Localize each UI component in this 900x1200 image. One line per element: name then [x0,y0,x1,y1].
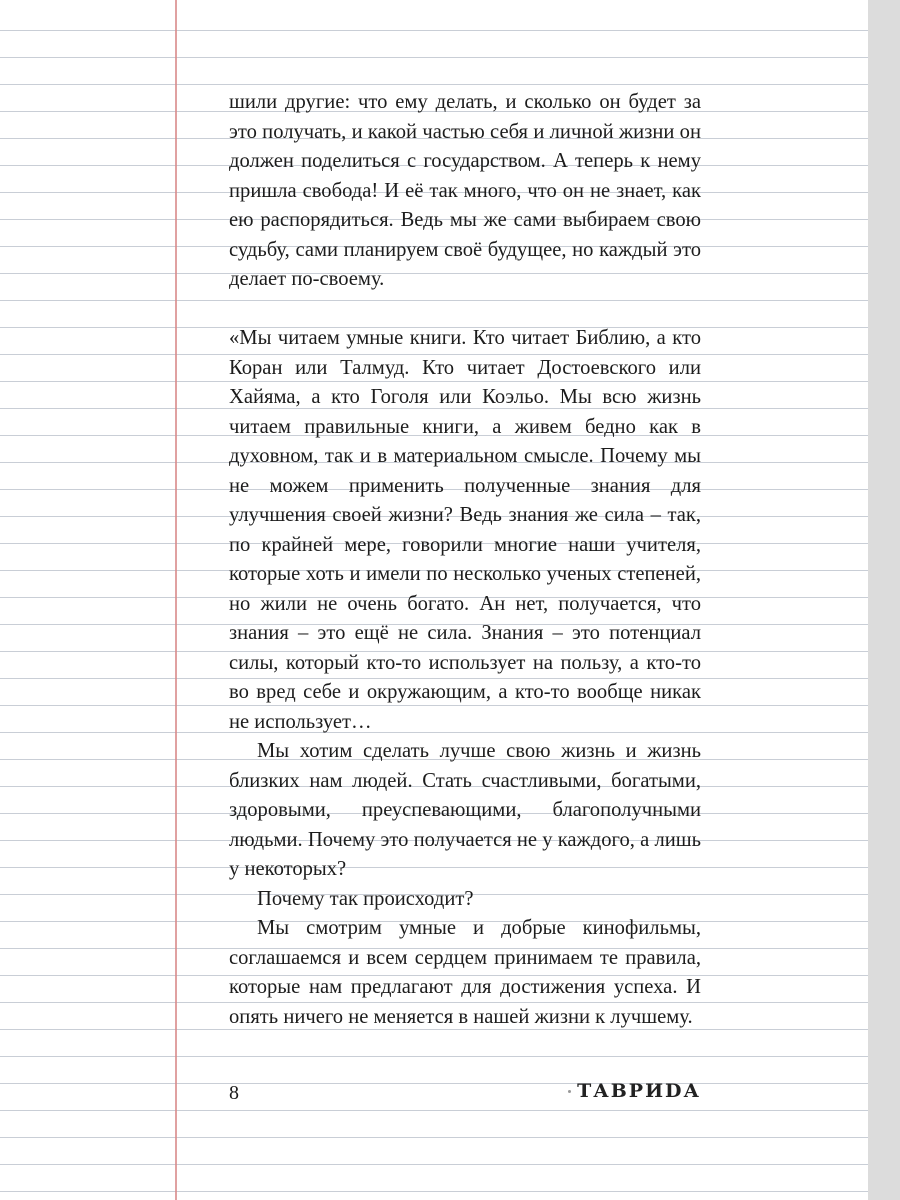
margin-line [175,0,177,1200]
page-edge [868,0,900,1200]
paragraph-1: шили другие: что ему делать, и сколько он будет за это получать, и какой частью себя и личной жизни он должен поделиться с государством. А теперь к нему пришла свобода! И её так много, что он не знает, как ею распорядиться. Ведь мы же сами выбираем свою судьбу, сами планируем своё будущее, но каждый это делает по-своему. [229,91,701,290]
publisher-logo: ТАВРИDА [577,1080,701,1102]
paragraph-2: «Мы читаем умные книги. Кто читает Библию, а кто Коран или Талмуд. Кто читает Достоевского или Хайяма, а кто Гоголя или Коэльо. Мы всю жизнь читаем правильные книги, а живем бедно как в духовном, так и в материальном смысле. Почему мы не можем применить полученные знания для улучшения своей жизни? Ведь знания же сила – так, по крайней мере, говорили многие наши учителя, которые хоть и имели по несколько ученых степеней, но жили не очень богато. Ан нет, получается, что знания – это ещё не сила. Знания – это потенциал силы, который кто-то использует на пользу, а кто-то во вред себе и окружающим, а кто-то вообще никак не использует… [229,327,701,733]
body-text [229,88,701,1032]
paragraph-4: Почему так происходит? [257,887,474,910]
footer-dot [568,1090,571,1093]
paragraph-5: Мы смотрим умные и добрые кинофильмы, соглашаемся и всем сердцем принимаем те правила, которые нам предлагают для достижения успеха. И опять ничего не меняется в нашей жизни к лучшему. [229,917,701,1028]
page-number: 8 [229,1082,239,1104]
paragraph-3: Мы хотим сделать лучше свою жизнь и жизнь близких нам людей. Стать счастливыми, богатыми, здоровыми, преуспевающими, благополучными людьми. Почему это получается не у каждого, а лишь у некоторых? [229,740,701,880]
